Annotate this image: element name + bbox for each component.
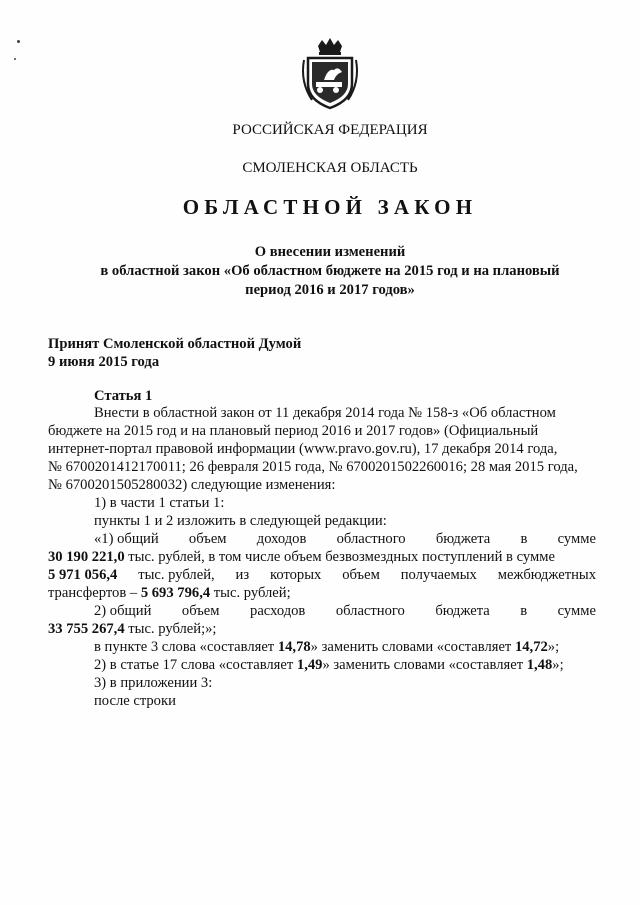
grants-amount: 5 971 056,4	[48, 567, 118, 583]
word: бюджета	[435, 531, 491, 547]
quote-line-5	[94, 602, 596, 620]
word: сумме	[557, 531, 596, 547]
list-item-1: 1) в части 1 статьи 1:	[94, 495, 225, 511]
old-value: 1,49	[296, 657, 323, 673]
text-run: 2) в статье 17 слова «составляет	[94, 657, 297, 673]
word: из	[235, 567, 250, 583]
region-heading: СМОЛЕНСКАЯ ОБЛАСТЬ	[242, 160, 418, 176]
word: сумме	[557, 603, 596, 619]
text-run: »;	[552, 657, 564, 673]
word: 2) общий	[94, 603, 152, 619]
subject-line-2: в областной закон «Об областном бюджете на 2015 год и на плановый	[100, 263, 560, 279]
revenue-amount: 30 190 221,0	[48, 549, 125, 565]
paragraph-line: № 6700201505280032) следующие изменения:	[48, 477, 336, 493]
quote-line-4	[48, 584, 291, 602]
word: объем	[188, 531, 227, 547]
paragraph-line: № 6700201412170011; 26 февраля 2015 года, № 6700201502260016; 28 мая 2015 года,	[48, 459, 578, 475]
word: «1) общий	[94, 531, 159, 547]
coat-of-arms-emblem	[298, 38, 362, 110]
transfers-amount: 5 693 796,4	[140, 585, 211, 601]
subject-line-1: О внесении изменений	[254, 244, 406, 260]
scan-speck	[17, 40, 20, 43]
text-run: »;	[547, 639, 560, 655]
text-run: трансфертов –	[48, 585, 141, 601]
word: областного	[335, 603, 405, 619]
scan-speck	[14, 58, 16, 60]
word: объем	[181, 603, 220, 619]
quote-line-3	[48, 566, 596, 584]
text-run: тыс. рублей, в том числе объем безвозмездных поступлений в сумме	[124, 549, 555, 565]
word: областного	[336, 531, 406, 547]
word: объем	[342, 567, 380, 583]
word: доходов	[256, 531, 307, 547]
adoption-line-1: Принят Смоленской областной Думой	[48, 336, 302, 352]
text-run: в пункте 3 слова «составляет	[94, 639, 278, 655]
word: в	[520, 531, 528, 547]
text-run: тыс. рублей;	[210, 585, 291, 601]
article-heading: Статья 1	[94, 388, 153, 404]
new-value: 1,48	[526, 657, 553, 673]
paragraph-line: бюджете на 2015 год и на плановый период 2016 и 2017 годов» (Официальный	[48, 423, 539, 439]
word: межбюджетных	[497, 567, 596, 583]
text-run: » заменить словами «составляет	[310, 639, 515, 655]
old-value: 14,78	[277, 639, 311, 655]
word: получаемых	[400, 567, 477, 583]
word: тыс. рублей,	[138, 567, 215, 583]
text-run: » заменить словами «составляет	[322, 657, 527, 673]
new-value: 14,72	[514, 639, 548, 655]
word: бюджета	[435, 603, 490, 619]
quote-line-6	[48, 620, 216, 638]
quote-line-1	[94, 530, 596, 548]
word: которых	[269, 567, 322, 583]
text-run: тыс. рублей;»;	[124, 621, 217, 637]
paragraph-line: интернет-портал правовой информации (www.pravo.gov.ru), 17 декабря 2014 года,	[48, 441, 558, 457]
expenditure-amount: 33 755 267,4	[48, 621, 125, 637]
word: в	[520, 603, 528, 619]
list-item-1-sub: пункты 1 и 2 изложить в следующей редакции:	[94, 513, 387, 529]
subject-line-3: период 2016 и 2017 годов»	[245, 282, 415, 298]
country-heading: РОССИЙСКАЯ ФЕДЕРАЦИЯ	[232, 122, 428, 138]
list-item-3-sub: после строки	[94, 693, 176, 709]
list-item-2	[94, 656, 564, 674]
word: расходов	[250, 603, 306, 619]
document-title: ОБЛАСТНОЙ ЗАКОН	[182, 195, 478, 219]
paragraph-line: Внести в областной закон от 11 декабря 2014 года № 158-з «Об областном	[94, 405, 556, 421]
quote-line-2	[48, 548, 555, 566]
list-item-3: 3) в приложении 3:	[94, 675, 213, 691]
adoption-date: 9 июня 2015 года	[48, 354, 160, 370]
text-run	[48, 566, 117, 584]
point-3-change	[94, 638, 559, 656]
